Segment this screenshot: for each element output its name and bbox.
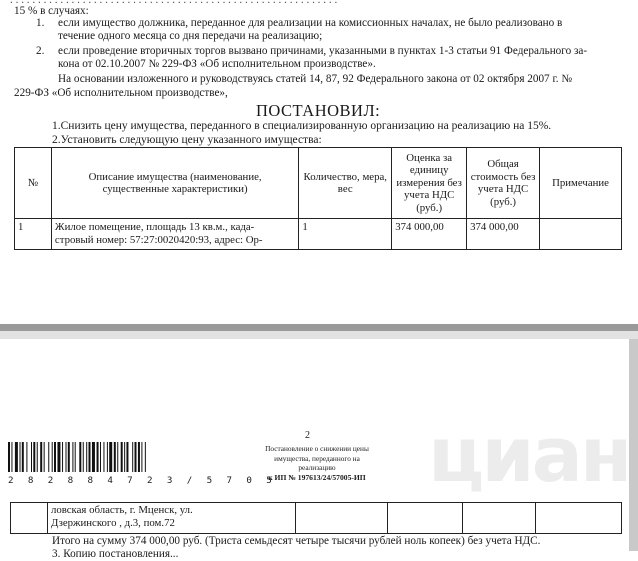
intro-line: 15 % в случаях: — [14, 5, 89, 17]
cell-notes — [540, 219, 622, 250]
barcode-bar — [121, 442, 123, 472]
barcode-bar — [109, 442, 112, 472]
cont-cell-quantity — [295, 503, 388, 534]
barcode-bar — [138, 442, 140, 472]
cont-cell-num — [11, 503, 48, 534]
barcode-bar — [72, 442, 73, 472]
barcode-bar — [83, 442, 84, 472]
barcode-bar — [89, 442, 91, 472]
caption-line-2: имущества, переданного на реализацию — [274, 453, 360, 472]
barcode-bar — [103, 442, 104, 472]
watermark: циан — [428, 410, 630, 499]
total-line: Итого на сумму 374 000,00 руб. (Триста семьдесят четыре тысячи рублей ноль копеек) без учета НДС. — [52, 535, 541, 547]
barcode-bar — [79, 442, 81, 472]
cont-cell-unit-price — [388, 503, 463, 534]
list-item-2-line1: если проведение вторичных торгов вызвано причинами, указанными в пунктах 1-3 статьи 91 Федерального за- — [58, 45, 588, 57]
header-total: Общая стоимость без учета НДС (руб.) — [467, 148, 540, 219]
continued-table — [10, 502, 622, 534]
header-notes: Примечание — [540, 148, 622, 219]
list-item-1-line1: если имущество должника, переданное для реализации на комиссионных началах, не было реализовано в — [58, 17, 563, 29]
barcode-bar — [114, 442, 116, 472]
cell-description-line2: стровый номер: 57:27:0020420:93, адрес: Ор- — [54, 233, 263, 246]
barcode-bar — [15, 442, 18, 472]
barcode-bar — [124, 442, 125, 472]
caption-line-1: Постановление о снижении цены — [265, 444, 369, 453]
list-number-1: 1. — [36, 17, 45, 29]
barcode-bar — [132, 442, 133, 472]
page-title: ПОСТАНОВИЛ: — [256, 101, 381, 120]
cell-description — [51, 219, 298, 250]
header-quantity: Количество, мера, вес — [299, 148, 392, 219]
barcode — [8, 442, 234, 472]
cell-total: 374 000,00 — [467, 219, 540, 250]
barcode-number: 2 8 2 8 8 4 7 2 3 / 5 7 0 5 — [8, 475, 277, 486]
barcode-bar — [57, 442, 60, 472]
cont-cell-total — [463, 503, 536, 534]
cell-num: 1 — [15, 219, 52, 250]
list-item-1-line2: течение одного месяца со дня передачи на реализацию; — [58, 30, 323, 42]
page-edge-shadow — [629, 339, 638, 551]
page-number: 2 — [305, 430, 310, 441]
cell-unit-price: 374 000,00 — [392, 219, 467, 250]
barcode-bar — [37, 442, 38, 472]
header-num: № — [15, 148, 52, 219]
basis-line-1: На основании изложенного и руководствуясь статей 14, 87, 92 Федерального закона от 02 октября 2007 г. № — [58, 73, 573, 85]
barcode-bar — [40, 442, 42, 472]
barcode-bar — [86, 442, 87, 472]
list-number-2: 2. — [36, 45, 45, 57]
cont-line-2: Дзержинского , д.3, пом.72 — [50, 516, 175, 529]
cell-description-line1: Жилое помещение, площадь 13 кв.м., када- — [54, 221, 255, 233]
barcode-bar — [31, 442, 32, 472]
cont-cell-notes — [536, 503, 622, 534]
next-point-line: 3. Копию постановления... — [52, 548, 179, 560]
table-row — [11, 503, 622, 534]
cell-quantity: 1 — [299, 219, 392, 250]
resolution-point-2: 2.Установить следующую цену указанного имущества: — [52, 134, 322, 146]
barcode-bar — [62, 442, 63, 472]
barcode-bar — [33, 442, 35, 472]
barcode-bar — [97, 442, 99, 472]
barcode-bar — [20, 442, 21, 472]
document-caption — [258, 444, 376, 482]
barcode-bar — [68, 442, 70, 472]
caption-line-3: к ИП № 197613/24/57005-ИП — [268, 472, 366, 482]
property-table — [14, 147, 622, 250]
barcode-bar — [22, 442, 24, 472]
barcode-bar — [66, 442, 67, 472]
list-item-2-line2: кона от 02.10.2007 № 229-ФЗ «Об исполнительном производстве». — [58, 58, 376, 70]
basis-line-2: 229-ФЗ «Об исполнительном производстве», — [14, 87, 228, 99]
barcode-bar — [126, 442, 128, 472]
barcode-bar — [75, 442, 76, 472]
barcode-bar — [54, 442, 56, 472]
barcode-bar — [26, 442, 27, 472]
resolution-point-1: 1.Снизить цену имущества, переданного в специализированную организацию на реализацию на 15%. — [52, 120, 552, 132]
cut-line: . . . . . . . . . . . . . . . . . . . . . . . . . . . . . . . . . . . . . . . . . . . . . . . . . . . . . . . . . . . — [10, 0, 338, 6]
table-row — [15, 219, 622, 250]
barcode-bar — [11, 442, 12, 472]
barcode-bar — [100, 442, 101, 472]
table-header-row — [15, 148, 622, 219]
barcode-bar — [8, 442, 10, 472]
barcode-bar — [141, 442, 142, 472]
barcode-bar — [117, 442, 118, 472]
header-description: Описание имущества (наименование, существенные характеристики) — [51, 148, 298, 219]
page-separator — [0, 324, 638, 331]
cont-line-1: ловская область, г. Мценск, ул. — [50, 504, 193, 516]
barcode-bar — [52, 442, 53, 472]
barcode-bar — [135, 442, 137, 472]
barcode-bar — [92, 442, 95, 472]
cont-cell-description — [47, 503, 295, 534]
barcode-bar — [107, 442, 108, 472]
barcode-bar — [145, 442, 146, 472]
page-separator-shadow — [0, 331, 638, 339]
barcode-bar — [44, 442, 45, 472]
barcode-bar — [48, 442, 49, 472]
header-unit-price: Оценка за единицу измерения без учета НДС (руб.) — [392, 148, 467, 219]
